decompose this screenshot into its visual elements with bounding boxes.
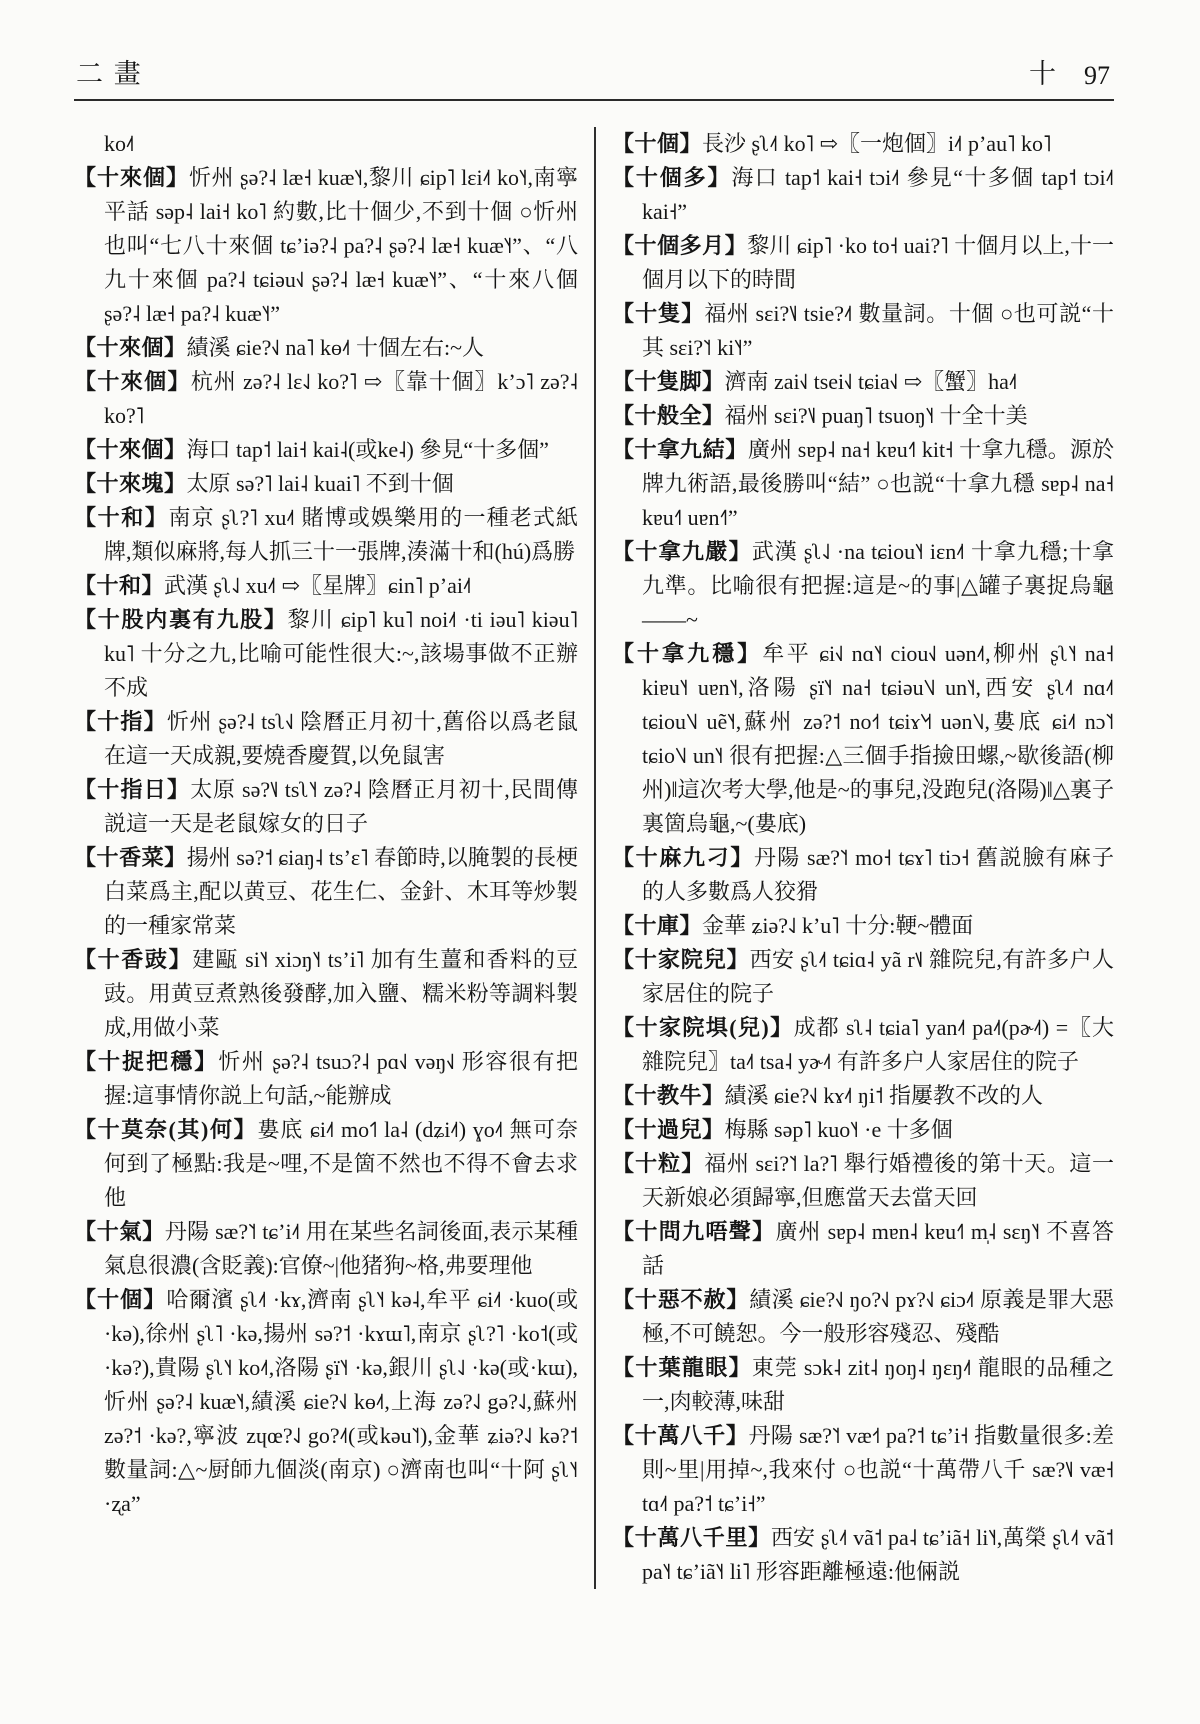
entry-headword: 【十過兒】 [612, 1117, 725, 1142]
entry-headword: 【十粒】 [612, 1151, 705, 1176]
entry-headword: 【十個】 [612, 131, 703, 156]
dictionary-entry [612, 637, 1114, 841]
page-content [74, 127, 1114, 1589]
dictionary-entry [74, 1215, 578, 1283]
entry-headword: 【十惡不赦】 [612, 1287, 750, 1312]
entry-body: 牟平 ɕi˧˩ nɑ˥˧ ciou˧˩ uən˨˦,柳州 ʂʅ˥˧ na˧ kiɐu˥˧ uɐn˥˧,洛陽 ʂï˥˧ na˧ tɕiəu˥˧˩ un˥˧,西安 ʂʅ˨˦ nɑ˨˦ tɕiou˥˧˩ uẽ˥˧,蘇州 zə?˦ no˧˦ tɕiɤ˥˧˦ uən˥˧˩,婁底 ɕi˨˦ nɔ˥˦ tɕio˥˧˩ un˥˧ 很有把握:△三個手指撿田螺,~歇後語(柳州)‖這次考大學,他是~的事兒,没跑兒(洛陽)‖△裏子裏箇烏龜,~(婁底) [642, 641, 1114, 836]
entry-headword: 【十個】 [74, 1287, 167, 1312]
entry-headword: 【十家院兒】 [612, 947, 750, 972]
entry-headword: 【十拿九結】 [612, 437, 748, 462]
dictionary-entry [74, 365, 578, 433]
entry-headword: 【十和】 [74, 505, 169, 530]
entry-headword: 【十指日】 [74, 777, 191, 802]
dictionary-entry [74, 705, 578, 773]
entry-body: 揚州 sə?˦ ɕiaŋ˨ ts’ɛ˥ 春節時,以腌製的長梗白菜爲主,配以黄豆、花生仁、金針、木耳等炒製的一種家常菜 [104, 845, 578, 938]
entry-headword: 【十個多】 [612, 165, 732, 190]
entry-body: 黎川 ɕip˥ ·ko to˧ uai?˥ 十個月以上,十一個月以下的時間 [642, 233, 1114, 292]
dictionary-entry [74, 501, 578, 569]
dictionary-entry [74, 841, 578, 943]
header-rule [74, 99, 1114, 101]
dictionary-entry [74, 433, 578, 467]
dictionary-entry [74, 943, 578, 1045]
dictionary-entry [74, 1283, 578, 1521]
entry-body: 績溪 ɕie?˧˩ kɤ˨˦ ŋi˦ 指屢教不改的人 [724, 1083, 1043, 1108]
entry-headword: 【十拿九嚴】 [612, 539, 752, 564]
entry-headword: 【十麻九刁】 [612, 845, 755, 870]
dictionary-entry [612, 943, 1114, 1011]
entry-headword: 【十庫】 [612, 913, 703, 938]
dictionary-entry [74, 603, 578, 705]
entry-body: 廣州 sɐp˨ mɐn˨ kɐu˧˥ m̩˨ sɛŋ˥˧ 不喜答話 [642, 1219, 1114, 1278]
entry-headword: 【十來個】 [74, 335, 187, 360]
entry-body: 成都 sʅ˨ tɕia˥ yan˨˦ pa˨˦(pɚ˨˦) =〖大雜院兒〗ta˨˦ tsa˨ yɚ˨˦ 有許多户人家居住的院子 [642, 1015, 1114, 1074]
column-left [74, 127, 594, 1521]
dictionary-entry [612, 1011, 1114, 1079]
entry-body: 梅縣 səp˥ kuo˥˧ ·e 十多個 [724, 1117, 953, 1142]
entry-headword: 【十般全】 [612, 403, 725, 428]
entry-headword: 【十氣】 [74, 1219, 165, 1244]
entry-headword: 【十教牛】 [612, 1083, 725, 1108]
entry-body: 忻州 ʂə?˨ tsʅ˧˩ 陰曆正月初十,舊俗以爲老鼠在這一天成親,要燒香慶賀,以免鼠害 [104, 709, 578, 768]
entry-body: 海口 tap˦ kai˧ tɔi˨˦ 參見“十多個 tap˦ tɔi˨˦ kai˧” [642, 165, 1114, 224]
dictionary-entry [74, 161, 578, 331]
entry-body: 西安 ʂʅ˨˦ tɕiɑ˨ yã r˦˩ 雜院兒,有許多户人家居住的院子 [642, 947, 1114, 1006]
entry-headword: 【十問九唔聲】 [612, 1219, 776, 1244]
dictionary-entry [612, 841, 1114, 909]
dictionary-entry [74, 773, 578, 841]
entry-headword: 【十拿九穩】 [612, 641, 763, 666]
entry-headword: 【十隻脚】 [612, 369, 725, 394]
page-number: 97 [1084, 61, 1110, 90]
header-right [1029, 52, 1110, 91]
entry-body: 西安 ʂʅ˨˦ vã˦ pa˨ tɕ’iã˧ li˥˧,萬榮 ʂʅ˨˦ vã˦ pa˥˧ tɕ’iã˥˧ li˥ 形容距離極遠:他倆説 [642, 1525, 1114, 1584]
dictionary-entry [612, 127, 1114, 161]
entry-body: 海口 tap˦ lai˧ kai˨(或ke˨) 參見“十多個” [186, 437, 549, 462]
dictionary-entry [74, 1113, 578, 1215]
dictionary-entry [612, 1419, 1114, 1521]
dictionary-entry [612, 535, 1114, 637]
dictionary-entry [612, 1351, 1114, 1419]
dictionary-entry [612, 1079, 1114, 1113]
page-header [74, 52, 1114, 99]
radical-label: 十 [1029, 59, 1058, 89]
entry-headword: 【十萬八千】 [612, 1423, 749, 1448]
entry-body: 績溪 ɕie?˧˩ na˥ kɵ˨˦ 十個左右:~人 [186, 335, 484, 360]
dictionary-entry [74, 467, 578, 501]
column-right [594, 127, 1114, 1589]
entry-headword: 【十來個】 [74, 369, 191, 394]
dictionary-entry [612, 909, 1114, 943]
entry-body: 南京 ʂʅ?˥ xu˨˦ 賭博或娛樂用的一種老式紙牌,類似麻將,每人抓三十一張牌,湊滿十和(hú)爲勝 [104, 505, 578, 564]
dictionary-entry [612, 1215, 1114, 1283]
entry-body: 丹陽 sæ?˥˦ mo˧ tɕɤ˥ tiɔ˧ 舊説臉有麻子的人多數爲人狡猾 [642, 845, 1114, 904]
entry-body: 濟南 zai˧˩ tsei˧˩ tɕia˧˩ ⇨〖蟹〗ha˨˦ [724, 369, 1018, 394]
entry-body: 東莞 sɔk˨ zit˨ ŋoŋ˨ ŋɛŋ˨˦ 龍眼的品種之一,肉較薄,味甜 [642, 1355, 1114, 1414]
entry-body: 金華 ʑiə?˨˩ k’u˥ 十分:鞕~體面 [702, 913, 974, 938]
dictionary-entry [612, 297, 1114, 365]
entry-body: 黎川 ɕip˥ ku˥ noi˨˦ ·ti iəu˥ kiəu˥ ku˥ 十分之九,比喻可能性很大:~,該場事做不正辦不成 [104, 607, 578, 700]
entry-headword: 【十個多月】 [612, 233, 748, 258]
entry-headword: 【十香菜】 [74, 845, 187, 870]
dictionary-entry [612, 161, 1114, 229]
entry-headword: 【十股内裏有九股】 [74, 607, 288, 632]
entry-headword: 【十家院埧(兒)】 [612, 1015, 794, 1040]
entry-headword: 【十捉把穩】 [74, 1049, 219, 1074]
entry-body: 丹陽 sæ?˥˦ tɕ’i˨˦ 用在某些名詞後面,表示某種氣息很濃(含貶義):官僚~|他猪狗~格,弗要理他 [104, 1219, 578, 1278]
entry-body: 福州 sɛi?˥˩ tsie?˨˦ 數量詞。十個 ○也可説“十其 sɛi?˥˦ ki˥˧” [642, 301, 1114, 360]
entry-body: 婁底 ɕi˨˦ mo˦˥ la˨ (dʑi˨˦) ɣo˨˦ 無可奈何到了極點:我是~哩,不是箇不然也不得不會去求他 [104, 1117, 578, 1210]
entry-body: 杭州 zə?˨ lɛ˨˩ ko?˥ ⇨〖靠十個〗k’ɔ˥ zə?˨ ko?˥ [104, 369, 578, 428]
dictionary-entry [612, 229, 1114, 297]
dictionary-entry [612, 1521, 1114, 1589]
entry-body: 忻州 ʂə?˨ læ˧ kuæ˥˧,黎川 ɕip˥ lɛi˨˦ ko˥˧,南寧平話 səp˨ lai˧ ko˥ 約數,比十個少,不到十個 ○忻州也叫“七八十來個 tɕ’iə?˨ pa?˨ ʂə?˨ læ˧ kuæ˥˧”、“八九十來個 pa?˨ tɕiəu˧˩ ʂə?˨ læ˧ kuæ˥˧”、“十來八個 ʂə?˨ læ˧ pa?˨ kuæ˥˧” [104, 165, 578, 326]
dictionary-entry [612, 365, 1114, 399]
entry-headword: 【十莫奈(其)何】 [74, 1117, 258, 1142]
entry-headword: 【十隻】 [612, 301, 705, 326]
entry-body: 建甌 si˥˧ xiɔŋ˥˧ ts’i˥ 加有生薑和香料的豆豉。用黄豆煮熟後發酵,加入鹽、糯米粉等調料製成,用做小菜 [104, 947, 578, 1040]
entry-headword: 【十指】 [74, 709, 167, 734]
dictionary-entry [612, 1147, 1114, 1215]
entry-body: 績溪 ɕie?˧˩ ŋo?˧˩ pɤ?˧˩ ɕiɔ˨˦ 原義是罪大惡極,不可饒恕。今一般形容殘忍、殘酷 [642, 1287, 1114, 1346]
dictionary-entry [612, 433, 1114, 535]
entry-headword: 【十葉龍眼】 [612, 1355, 752, 1380]
entry-headword: 【十香豉】 [74, 947, 193, 972]
entry-body: 福州 sɛi?˥˦ la?˥ 舉行婚禮後的第十天。這一天新娘必須歸寧,但應當天去當天回 [642, 1151, 1114, 1210]
entry-body: 廣州 sɐp˨ na˧ kɐu˧˥ kit˧ 十拿九穩。源於牌九術語,最後勝叫“結” ○也説“十拿九穩 sɐp˨ na˧ kɐu˧˥ uɐn˧˥” [642, 437, 1114, 530]
entry-body: 忻州 ʂə?˨ tsuɔ?˨ pɑ˧˩ vəŋ˧˩ 形容很有把握:這事情你説上句話,~能辦成 [104, 1049, 578, 1108]
dictionary-entry [612, 1113, 1114, 1147]
dictionary-entry [74, 569, 578, 603]
entry-headword: 【十來個】 [74, 165, 190, 190]
entry-headword: 【十萬八千里】 [612, 1525, 771, 1550]
entry-headword: 【十來塊】 [74, 471, 187, 496]
entry-headword: 【十來個】 [74, 437, 187, 462]
entry-body: 太原 sə?˥ lai˨ kuai˥ 不到十個 [186, 471, 454, 496]
dictionary-entry [612, 399, 1114, 433]
dictionary-entry [74, 331, 578, 365]
dictionary-entry [74, 1045, 578, 1113]
continuation-line: ko˨˦ [104, 131, 135, 156]
entry-body: 長沙 ʂʅ˨˦ ko˥ ⇨〖一炮個〗i˨˦ p’au˥ ko˥ [702, 131, 1052, 156]
entry-body: 哈爾濱 ʂʅ˨˦ ·kɤ,濟南 ʂʅ˥˧ kə˨,牟平 ɕi˨˦ ·kuo(或·kə),徐州 ʂʅ˥ ·kə,揚州 sə?˦ ·kɤɯ˥,南京 ʂʅ?˥ ·ko˦(或·kə?),貴陽 ʂʅ˥˧ ko˨˦,洛陽 ʂï˥˧ ·kə,銀川 ʂʅ˨˩ ·kə(或·kɯ),忻州 ʂə?˨ kuæ˥˧,績溪 ɕie?˧˩ kɵ˨˦,上海 zə?˨˩ gə?˨˩,蘇州 zə?˦ ·kə?,寧波 zɥœ?˨˩ go?˨˦(或kəu˥˦),金華 ʑiə?˨˩ kə?˦ 數量詞:△~厨師九個淡(南京) ○濟南也叫“十阿 ʂʅ˥˧ ·ʐa” [104, 1287, 578, 1516]
section-title: 二 畫 [76, 59, 143, 89]
entry-body: 丹陽 sæ?˥˦ væ˧˦ pa?˦ tɕ’i˧ 指數量很多:差則~里|用掉~,我來付 ○也説“十萬帶八千 sæ?˥˩ væ˧ tɑ˨˦ pa?˦ tɕ’i˧” [642, 1423, 1114, 1516]
entry-headword: 【十和】 [74, 573, 165, 598]
entry-body: 武漢 ʂʅ˨˩ ·na tɕiou˥˧ iɛn˨˦ 十拿九穩;十拿九準。比喻很有把握:這是~的事|△罐子裏捉烏龜——~ [642, 539, 1114, 632]
dictionary-entry [612, 1283, 1114, 1351]
entry-body: 福州 sɛi?˥˩ puaŋ˥ tsuoŋ˥˧ 十全十美 [724, 403, 1028, 428]
entry-body: 武漢 ʂʅ˨˩ xu˨˦ ⇨〖星牌〗ɕin˥ p’ai˨˦ [164, 573, 472, 598]
entry-body: 太原 sə?˥˩ tsʅ˥˧ zə?˨ 陰曆正月初十,民間傳説這一天是老鼠嫁女的日子 [104, 777, 578, 836]
